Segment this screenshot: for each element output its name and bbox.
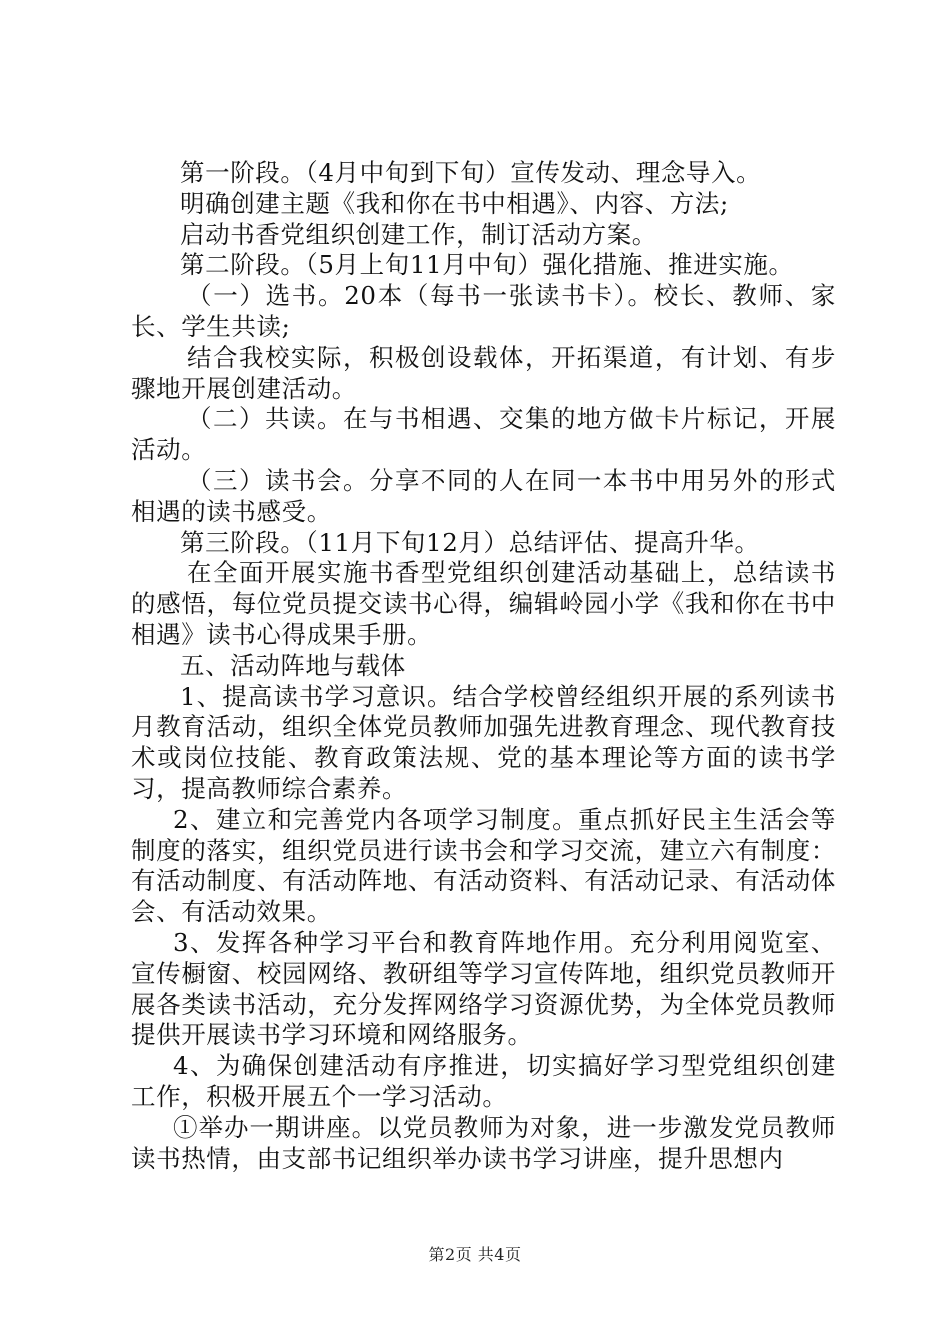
paragraph-reading-club: （三）读书会。分享不同的人在同一本书中用另外的形式相遇的读书感受。	[131, 465, 836, 526]
document-body	[131, 158, 836, 1174]
section-heading-five: 五、活动阵地与载体	[180, 650, 406, 680]
page-number-footer: 第2页 共4页	[428, 1245, 522, 1264]
paragraph-item-4: 4、为确保创建活动有序推进，切实搞好学习型党组织创建工作，积极开展五个一学习活动。	[131, 1051, 836, 1111]
paragraph-co-reading: （二）共读。在与书相遇、交集的地方做卡片标记，开展活动。	[131, 404, 836, 465]
paragraph-launch: 启动书香党组织创建工作，制订活动方案。	[180, 219, 657, 249]
paragraph-stage-three: 第三阶段。（11月下旬12月）总结评估、提高升华。	[180, 527, 760, 557]
paragraph-select-books: （一）选书。20本（每书一张读书卡）。校长、教师、家长、学生共读;	[131, 281, 836, 341]
paragraph-stage-two: 第二阶段。（5月上旬11月中旬）强化措施、推进实施。	[180, 250, 794, 280]
paragraph-stage-one: 第一阶段。（4月中旬到下旬）宣传发动、理念导入。	[180, 158, 762, 187]
paragraph-lecture: ①举办一期讲座。以党员教师为对象，进一步激发党员教师读书热情，由支部书记组织举办读书学习讲座，提升思想内	[131, 1112, 836, 1173]
paragraph-school-practice: 结合我校实际，积极创设载体，开拓渠道，有计划、有步骤地开展创建活动。	[131, 342, 836, 403]
paragraph-item-3: 3、发挥各种学习平台和教育阵地作用。充分利用阅览室、宣传橱窗、校园网络、教研组等学习宣传阵地，组织党员教师开展各类读书活动，充分发挥网络学习资源优势，为全体党员教师提供开展读书学习环境和网络服务。	[131, 927, 836, 1050]
paragraph-item-2: 2、建立和完善党内各项学习制度。重点抓好民主生活会等制度的落实，组织党员进行读书会和学习交流，建立六有制度：有活动制度、有活动阵地、有活动资料、有活动记录、有活动体会、有活动效果。	[131, 804, 836, 927]
paragraph-theme: 明确创建主题《我和你在书中相遇》、内容、方法;	[180, 188, 729, 218]
paragraph-summary: 在全面开展实施书香型党组织创建活动基础上，总结读书的感悟，每位党员提交读书心得，编辑岭园小学《我和你在书中相遇》读书心得成果手册。	[131, 558, 836, 649]
paragraph-item-1: 1、提高读书学习意识。结合学校曾经组织开展的系列读书月教育活动，组织全体党员教师加强先进教育理念、现代教育技术或岗位技能、教育政策法规、党的基本理论等方面的读书学习，提高教师综合素养。	[131, 681, 836, 803]
